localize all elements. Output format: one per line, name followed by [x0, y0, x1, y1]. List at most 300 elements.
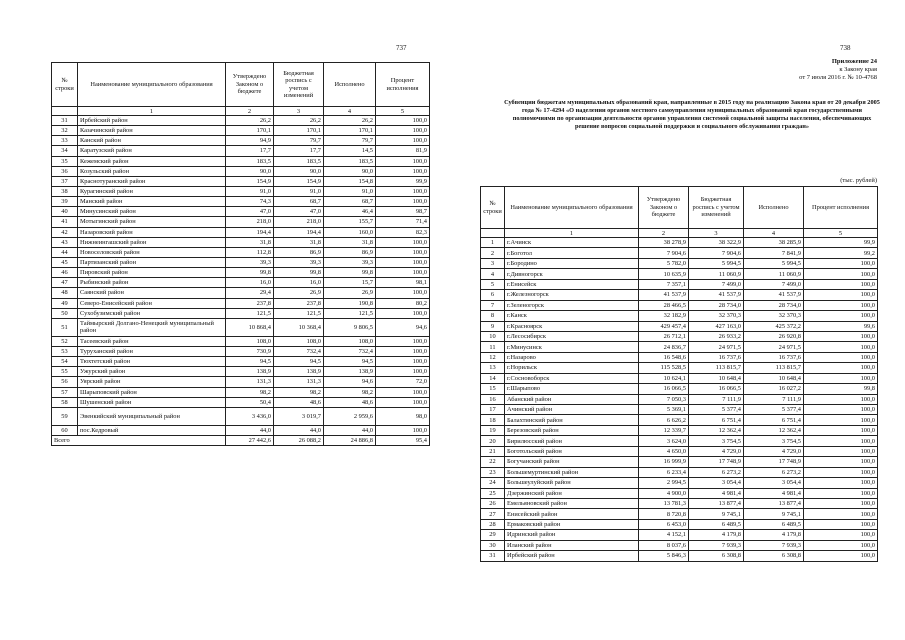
table-row — [52, 346, 430, 356]
approved-value: 26 712,1 — [639, 331, 689, 341]
col-number: 1 — [505, 229, 639, 238]
executed-value: 3 754,5 — [744, 436, 804, 446]
percent-value: 100,0 — [804, 415, 878, 425]
percent-value: 82,3 — [376, 227, 430, 237]
table-row — [481, 540, 878, 550]
row-number: 42 — [52, 227, 78, 237]
approved-value: 12 339,7 — [639, 425, 689, 435]
municipality-name: г.Шарыпово — [505, 384, 639, 394]
municipality-name: Саянский район — [78, 288, 226, 298]
percent-value: 99,2 — [804, 248, 878, 258]
header-approved: Утверждено Законом о бюджете — [639, 187, 689, 229]
table-row — [481, 478, 878, 488]
executed-value: 11 060,9 — [744, 269, 804, 279]
table-row — [52, 227, 430, 237]
subsidy-table-continued — [51, 62, 430, 446]
approved-value: 50,4 — [226, 397, 274, 407]
table-row — [52, 156, 430, 166]
table-row — [481, 269, 878, 279]
budget-list-value: 68,7 — [274, 197, 324, 207]
municipality-name: Каратузский район — [78, 146, 226, 156]
approved-value: 94,5 — [226, 357, 274, 367]
right-page — [452, 0, 905, 640]
approved-value: 115 528,5 — [639, 363, 689, 373]
table-row — [52, 136, 430, 146]
percent-value: 100,0 — [804, 436, 878, 446]
percent-value: 100,0 — [804, 258, 878, 268]
approved-value: 3 436,0 — [226, 407, 274, 425]
executed-value: 39,3 — [324, 257, 376, 267]
row-number: 58 — [52, 397, 78, 407]
percent-value: 100,0 — [804, 467, 878, 477]
left-page — [0, 0, 452, 640]
budget-list-value: 218,0 — [274, 217, 324, 227]
approved-value: 154,9 — [226, 176, 274, 186]
executed-value: 94,6 — [324, 377, 376, 387]
executed-value: 99,8 — [324, 268, 376, 278]
budget-list-value: 28 734,0 — [689, 300, 744, 310]
row-number: 50 — [52, 308, 78, 318]
table-row — [481, 373, 878, 383]
percent-value: 100,0 — [376, 237, 430, 247]
percent-value: 100,0 — [804, 478, 878, 488]
executed-value: 6 751,4 — [744, 415, 804, 425]
municipality-name: Канский район — [78, 136, 226, 146]
approved-value: 16 999,9 — [639, 457, 689, 467]
row-number: 56 — [52, 377, 78, 387]
row-number: 8 — [481, 311, 505, 321]
budget-list-value: 39,3 — [274, 257, 324, 267]
percent-value: 100,0 — [376, 156, 430, 166]
row-number: 54 — [52, 357, 78, 367]
approved-value: 10 868,4 — [226, 318, 274, 336]
budget-list-value: 79,7 — [274, 136, 324, 146]
approved-value: 16,0 — [226, 278, 274, 288]
approved-value: 218,0 — [226, 217, 274, 227]
budget-list-value: 7 111,9 — [689, 394, 744, 404]
table-row — [52, 257, 430, 267]
executed-value: 26 920,8 — [744, 331, 804, 341]
executed-value: 32 370,3 — [744, 311, 804, 321]
executed-value: 91,0 — [324, 186, 376, 196]
executed-value: 17 748,9 — [744, 457, 804, 467]
percent-value: 100,0 — [804, 352, 878, 362]
municipality-name: Пировский район — [78, 268, 226, 278]
executed-value: 16 737,6 — [744, 352, 804, 362]
table-row — [52, 397, 430, 407]
approved-value: 10 635,9 — [639, 269, 689, 279]
row-number: 18 — [481, 415, 505, 425]
budget-list-value: 17 748,9 — [689, 457, 744, 467]
municipality-name: Сухобузимский район — [78, 308, 226, 318]
budget-list-value: 16,0 — [274, 278, 324, 288]
row-number: 57 — [52, 387, 78, 397]
municipality-name: г.Канск — [505, 311, 639, 321]
row-number: 22 — [481, 457, 505, 467]
table-row — [52, 298, 430, 308]
table-row — [481, 488, 878, 498]
percent-value: 100,0 — [804, 488, 878, 498]
budget-list-value: 6 751,4 — [689, 415, 744, 425]
approved-value: 7 050,3 — [639, 394, 689, 404]
municipality-name: г.Енисейск — [505, 279, 639, 289]
approved-value: 8 720,8 — [639, 509, 689, 519]
header-num: № строки — [481, 187, 505, 229]
approved-value: 138,9 — [226, 367, 274, 377]
percent-value: 100,0 — [376, 397, 430, 407]
budget-list-value: 131,3 — [274, 377, 324, 387]
municipality-name: Большеулуйский район — [505, 478, 639, 488]
percent-value: 100,0 — [804, 519, 878, 529]
row-number: 53 — [52, 346, 78, 356]
row-number: 20 — [481, 436, 505, 446]
municipality-name: Казачинский район — [78, 126, 226, 136]
table-row — [52, 377, 430, 387]
table-row — [481, 551, 878, 561]
executed-value: 160,0 — [324, 227, 376, 237]
percent-value: 100,0 — [376, 116, 430, 126]
percent-value: 100,0 — [804, 498, 878, 508]
approved-value: 730,9 — [226, 346, 274, 356]
percent-value: 98,7 — [376, 207, 430, 217]
row-number: 31 — [52, 116, 78, 126]
percent-value: 99,8 — [804, 384, 878, 394]
table-row — [52, 146, 430, 156]
executed-value: 4 729,0 — [744, 446, 804, 456]
municipality-name: Балахтинский район — [505, 415, 639, 425]
approved-value: 29,4 — [226, 288, 274, 298]
percent-value: 100,0 — [804, 311, 878, 321]
col-number: 5 — [376, 107, 430, 116]
budget-list-value: 6 308,8 — [689, 551, 744, 561]
budget-list-value: 26,2 — [274, 116, 324, 126]
municipality-name: Енисейский район — [505, 509, 639, 519]
percent-value: 100,0 — [376, 336, 430, 346]
percent-value: 100,0 — [376, 367, 430, 377]
row-number: 43 — [52, 237, 78, 247]
approved-value: 39,3 — [226, 257, 274, 267]
municipality-name: Березовский район — [505, 425, 639, 435]
percent-value: 100,0 — [804, 540, 878, 550]
budget-list-value: 732,4 — [274, 346, 324, 356]
table-row — [481, 331, 878, 341]
budget-list-value: 41 537,9 — [689, 290, 744, 300]
approved-value: 4 152,1 — [639, 530, 689, 540]
approved-value: 38 278,9 — [639, 238, 689, 248]
budget-list-value: 4 981,4 — [689, 488, 744, 498]
col-number: 2 — [639, 229, 689, 238]
approved-value: 13 781,3 — [639, 498, 689, 508]
approved-value: 4 650,0 — [639, 446, 689, 456]
percent-value: 100,0 — [804, 425, 878, 435]
row-number: 19 — [481, 425, 505, 435]
budget-list-value: 44,0 — [274, 425, 324, 435]
budget-list-value: 5 377,4 — [689, 405, 744, 415]
total-approved: 27 442,6 — [226, 435, 274, 445]
col-number: 4 — [744, 229, 804, 238]
municipality-name: Новоселовский район — [78, 247, 226, 257]
municipality-name: Партизанский район — [78, 257, 226, 267]
executed-value: 170,1 — [324, 126, 376, 136]
percent-value: 100,0 — [376, 197, 430, 207]
municipality-name: Ужурский район — [78, 367, 226, 377]
percent-value: 100,0 — [804, 279, 878, 289]
municipality-name: Тасеевский район — [78, 336, 226, 346]
row-number: 35 — [52, 156, 78, 166]
municipality-name: Минусинский район — [78, 207, 226, 217]
row-number: 2 — [481, 248, 505, 258]
row-number: 24 — [481, 478, 505, 488]
row-number: 12 — [481, 352, 505, 362]
executed-value: 12 362,4 — [744, 425, 804, 435]
executed-value: 13 877,4 — [744, 498, 804, 508]
percent-value: 100,0 — [376, 166, 430, 176]
header-name: Наименование муниципального образования — [78, 63, 226, 107]
executed-value: 26,9 — [324, 288, 376, 298]
row-number: 15 — [481, 384, 505, 394]
row-number: 33 — [52, 136, 78, 146]
col-number: 5 — [804, 229, 878, 238]
executed-value: 15,7 — [324, 278, 376, 288]
executed-value: 90,0 — [324, 166, 376, 176]
total-label: Всего — [52, 435, 226, 445]
budget-list-value: 16 737,6 — [689, 352, 744, 362]
row-number: 52 — [52, 336, 78, 346]
percent-value: 100,0 — [376, 357, 430, 367]
executed-value: 86,9 — [324, 247, 376, 257]
table-row — [52, 268, 430, 278]
budget-list-value: 9 745,1 — [689, 509, 744, 519]
approved-value: 10 624,1 — [639, 373, 689, 383]
row-number: 5 — [481, 279, 505, 289]
percent-value: 100,0 — [804, 373, 878, 383]
budget-list-value: 90,0 — [274, 166, 324, 176]
municipality-name: Дзержинский район — [505, 488, 639, 498]
budget-list-value: 38 322,9 — [689, 238, 744, 248]
percent-value: 72,0 — [376, 377, 430, 387]
municipality-name: г.Назарово — [505, 352, 639, 362]
table-row — [52, 278, 430, 288]
row-number: 41 — [52, 217, 78, 227]
municipality-name: Бирилюсский район — [505, 436, 639, 446]
row-number: 39 — [52, 197, 78, 207]
budget-list-value: 94,5 — [274, 357, 324, 367]
approved-value: 32 182,9 — [639, 311, 689, 321]
row-number: 13 — [481, 363, 505, 373]
row-number: 3 — [481, 258, 505, 268]
table-row — [481, 300, 878, 310]
row-number: 37 — [52, 176, 78, 186]
budget-list-value: 170,1 — [274, 126, 324, 136]
approved-value: 16 548,6 — [639, 352, 689, 362]
municipality-name: г.Боготол — [505, 248, 639, 258]
approved-value: 5 369,1 — [639, 405, 689, 415]
approved-value: 17,7 — [226, 146, 274, 156]
row-number: 55 — [52, 367, 78, 377]
municipality-name: Ачинский район — [505, 405, 639, 415]
table-row — [481, 436, 878, 446]
municipality-name: Ирбейский район — [78, 116, 226, 126]
executed-value: 155,7 — [324, 217, 376, 227]
document-title: Субвенции бюджетам муниципальных образований края, направленные в 2015 году на реализацию Закона края от 20 декабря 2005 года № 17-4294 «О наделении органов местного самоуправления муниципальных образований края государственными полномочиями по организации деятельности органов управления системой социальной защиты населения, обеспечивающих решение вопросов социальной поддержки и социального обслуживания граждан» — [504, 99, 880, 131]
percent-value: 71,4 — [376, 217, 430, 227]
budget-list-value: 237,8 — [274, 298, 324, 308]
approved-value: 429 457,4 — [639, 321, 689, 331]
row-number: 30 — [481, 540, 505, 550]
municipality-name: г.Норильск — [505, 363, 639, 373]
executed-value: 31,8 — [324, 237, 376, 247]
appendix-law: к Закону края — [839, 66, 877, 73]
budget-list-value: 10 368,4 — [274, 318, 324, 336]
budget-list-value: 91,0 — [274, 186, 324, 196]
executed-value: 6 489,5 — [744, 519, 804, 529]
row-number: 38 — [52, 186, 78, 196]
row-number: 1 — [481, 238, 505, 248]
executed-value: 28 734,0 — [744, 300, 804, 310]
percent-value: 100,0 — [376, 346, 430, 356]
table-row — [52, 116, 430, 126]
row-number: 14 — [481, 373, 505, 383]
percent-value: 100,0 — [804, 363, 878, 373]
approved-value: 3 624,0 — [639, 436, 689, 446]
table-row — [52, 247, 430, 257]
budget-list-value: 13 877,4 — [689, 498, 744, 508]
percent-value: 100,0 — [376, 288, 430, 298]
row-number: 11 — [481, 342, 505, 352]
col-number — [52, 107, 78, 116]
executed-value: 94,5 — [324, 357, 376, 367]
executed-value: 9 806,5 — [324, 318, 376, 336]
percent-value: 100,0 — [804, 457, 878, 467]
municipality-name: Эвенкийский муниципальный район — [78, 407, 226, 425]
table-row — [52, 288, 430, 298]
municipality-name: Абанский район — [505, 394, 639, 404]
municipality-name: г.Лесосибирск — [505, 331, 639, 341]
executed-value: 46,4 — [324, 207, 376, 217]
header-num: № строки — [52, 63, 78, 107]
row-number: 40 — [52, 207, 78, 217]
municipality-name: г.Бородино — [505, 258, 639, 268]
percent-value: 100,0 — [376, 308, 430, 318]
approved-value: 5 846,3 — [639, 551, 689, 561]
header-executed: Исполнено — [744, 187, 804, 229]
row-number: 47 — [52, 278, 78, 288]
executed-value: 16 027,2 — [744, 384, 804, 394]
municipality-name: Боготольский район — [505, 446, 639, 456]
budget-list-value: 138,9 — [274, 367, 324, 377]
executed-value: 44,0 — [324, 425, 376, 435]
row-number: 9 — [481, 321, 505, 331]
percent-value: 100,0 — [376, 186, 430, 196]
executed-value: 4 981,4 — [744, 488, 804, 498]
table-row — [481, 405, 878, 415]
row-number: 4 — [481, 269, 505, 279]
municipality-name: Богучанский район — [505, 457, 639, 467]
municipality-name: Рыбинский район — [78, 278, 226, 288]
budget-list-value: 154,9 — [274, 176, 324, 186]
executed-value: 38 285,9 — [744, 238, 804, 248]
percent-value: 100,0 — [804, 300, 878, 310]
table-row — [481, 342, 878, 352]
executed-value: 425 372,2 — [744, 321, 804, 331]
percent-value: 100,0 — [804, 405, 878, 415]
budget-list-value: 194,4 — [274, 227, 324, 237]
units-label: (тыс. рублей) — [840, 177, 877, 184]
executed-value: 10 648,4 — [744, 373, 804, 383]
budget-list-value: 113 815,7 — [689, 363, 744, 373]
approved-value: 131,3 — [226, 377, 274, 387]
approved-value: 94,9 — [226, 136, 274, 146]
percent-value: 99,9 — [376, 176, 430, 186]
executed-value: 7 939,3 — [744, 540, 804, 550]
page-number: 738 — [840, 44, 851, 52]
budget-list-value: 183,5 — [274, 156, 324, 166]
budget-list-value: 99,8 — [274, 268, 324, 278]
table-row — [52, 308, 430, 318]
percent-value: 100,0 — [376, 136, 430, 146]
approved-value: 16 066,5 — [639, 384, 689, 394]
row-number: 10 — [481, 331, 505, 341]
col-number: 3 — [274, 107, 324, 116]
header-approved: Утверждено Законом о бюджете — [226, 63, 274, 107]
executed-value: 113 815,7 — [744, 363, 804, 373]
col-number: 2 — [226, 107, 274, 116]
percent-value: 99,6 — [804, 321, 878, 331]
executed-value: 108,0 — [324, 336, 376, 346]
municipality-name: Большемуртинский район — [505, 467, 639, 477]
executed-value: 9 745,1 — [744, 509, 804, 519]
table-row — [481, 467, 878, 477]
table-row — [52, 126, 430, 136]
table-row — [52, 176, 430, 186]
approved-value: 4 900,0 — [639, 488, 689, 498]
appendix-date: от 7 июля 2016 г. № 10-4768 — [799, 74, 877, 81]
municipality-name: Таймырский Долгано-Ненецкий муниципальный район — [78, 318, 226, 336]
percent-value: 98,0 — [376, 407, 430, 425]
table-row — [481, 238, 878, 248]
executed-value: 4 179,8 — [744, 530, 804, 540]
executed-value: 79,7 — [324, 136, 376, 146]
table-row — [52, 197, 430, 207]
budget-list-value: 108,0 — [274, 336, 324, 346]
header-budget-list: Бюджетная роспись с учетом изменений — [689, 187, 744, 229]
total-executed: 24 886,8 — [324, 435, 376, 445]
budget-list-value: 7 904,6 — [689, 248, 744, 258]
table-row — [481, 311, 878, 321]
executed-value: 138,9 — [324, 367, 376, 377]
row-number: 34 — [52, 146, 78, 156]
budget-list-value: 32 370,3 — [689, 311, 744, 321]
executed-value: 2 959,6 — [324, 407, 376, 425]
row-number: 28 — [481, 519, 505, 529]
percent-value: 100,0 — [376, 126, 430, 136]
budget-list-value: 11 060,9 — [689, 269, 744, 279]
executed-value: 7 841,9 — [744, 248, 804, 258]
municipality-name: Краснотуранский район — [78, 176, 226, 186]
header-percent: Процент исполнения — [804, 187, 878, 229]
approved-value: 28 466,5 — [639, 300, 689, 310]
budget-list-value: 7 499,0 — [689, 279, 744, 289]
table-row — [52, 407, 430, 425]
percent-value: 98,1 — [376, 278, 430, 288]
budget-list-value: 427 163,0 — [689, 321, 744, 331]
row-number: 36 — [52, 166, 78, 176]
budget-list-value: 10 648,4 — [689, 373, 744, 383]
percent-value: 99,9 — [804, 238, 878, 248]
table-row — [481, 394, 878, 404]
percent-value: 100,0 — [804, 269, 878, 279]
percent-value: 94,6 — [376, 318, 430, 336]
